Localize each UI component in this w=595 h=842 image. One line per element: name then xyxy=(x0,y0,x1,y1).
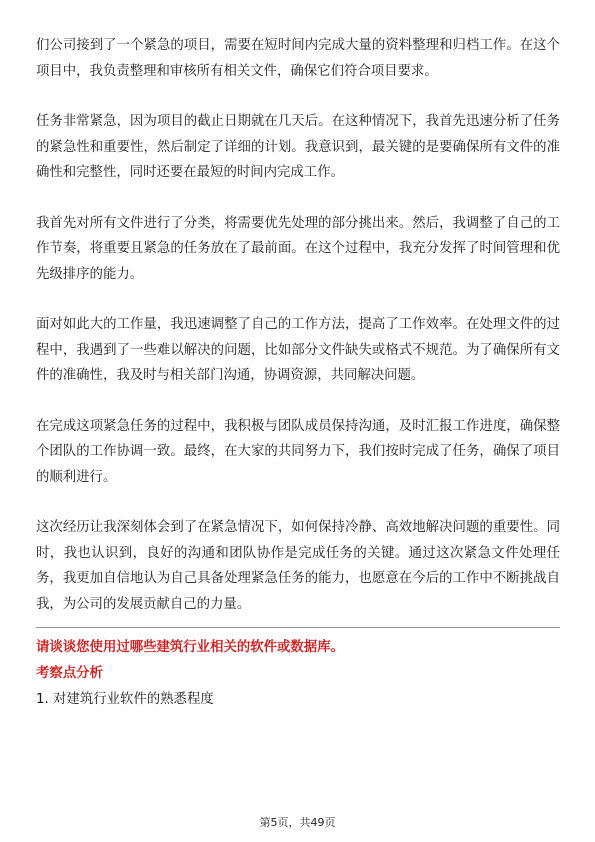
page-content xyxy=(36,33,560,712)
answer-paragraph-5: 在完成这项紧急任务的过程中，我积极与团队成员保持沟通，及时汇报工作进度，确保整个团队的工作协调一致。最终，在大家的共同努力下，我们按时完成了任务，确保了项目的顺利进行。 xyxy=(36,418,560,485)
answer-paragraph-6: 这次经历让我深刻体会到了在紧急情况下，如何保持冷静、高效地解决问题的重要性。同时，我也认识到，良好的沟通和团队协作是完成任务的关键。通过这次紧急文件处理任务，我更加自信地认为自己具备处理紧急任务的能力，也愿意在今后的工作中不断挑战自我，为公司的发展贡献自己的力量。 xyxy=(36,520,560,612)
answer-paragraph-3: 我首先对所有文件进行了分类，将需要优先处理的部分挑出来。然后，我调整了自己的工作节奏，将重要且紧急的任务放在了最前面。在这个过程中，我充分发挥了时间管理和优先级排序的能力。 xyxy=(36,215,560,282)
page-number-footer: 第5页，共49页 xyxy=(259,816,336,829)
interview-question: 请谈谈您使用过哪些建筑行业相关的软件或数据库。 xyxy=(36,640,344,655)
answer-paragraph-4: 面对如此大的工作量，我迅速调整了自己的工作方法，提高了工作效率。在处理文件的过程中，我遇到了一些难以解决的问题，比如部分文件缺失或格式不规范。为了确保所有文件的准确性，我及时与相关部门沟通，协调资源，共同解决问题。 xyxy=(36,317,560,383)
section-divider xyxy=(36,627,560,628)
analysis-item-1: 1. 对建筑行业软件的熟悉程度 xyxy=(36,692,214,707)
answer-paragraph-1: 们公司接到了一个紧急的项目，需要在短时间内完成大量的资料整理和归档工作。在这个项目中，我负责整理和审核所有相关文件，确保它们符合项目要求。 xyxy=(36,38,560,79)
analysis-title: 考察点分析 xyxy=(36,666,103,681)
answer-paragraph-2: 任务非常紧急，因为项目的截止日期就在几天后。在这种情况下，我首先迅速分析了任务的紧急性和重要性，然后制定了详细的计划。我意识到，最关键的是要确保所有文件的准确性和完整性，同时还要在最短的时间内完成工作。 xyxy=(36,114,560,180)
